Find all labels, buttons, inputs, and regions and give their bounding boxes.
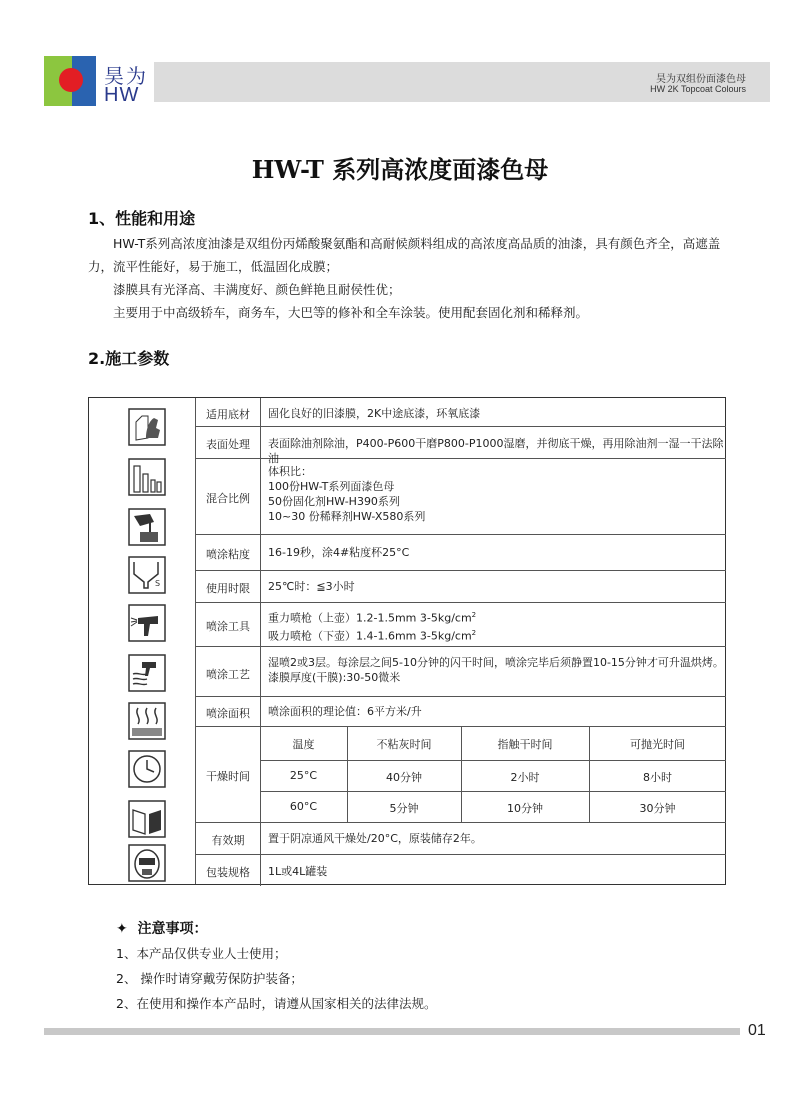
note-item: 1、本产品仅供专业人士使用； [116,946,287,961]
mix-line: 100份HW-T系列面漆色母 [268,480,395,493]
drying-cell: 40分钟 [386,771,422,784]
note-item: 2、在使用和操作本产品时，请遵从国家相关的法律法规。 [116,996,437,1011]
parameters-table [88,397,726,885]
value-substrate: 固化良好的旧漆膜，2K中途底漆，环氧底漆 [268,407,481,420]
footer-bar [44,1028,740,1035]
value-viscosity: 16-19秒，涂4#粘度杯25°C [268,546,410,559]
coverage-icon [128,702,166,740]
mix-line: 体积比： [268,465,312,478]
bullet-icon: ✦ [116,921,128,937]
drying-header: 不粘灰时间 [376,738,432,751]
label-coverage: 喷涂面积 [206,707,250,720]
tools-line: 重力喷枪（上壶）1.2-1.5mm 3-5kg/cm [268,611,472,625]
tools-line: 吸力喷枪（下壶）1.4-1.6mm 3-5kg/cm [268,629,472,643]
process-line: 漆膜厚度(干膜):30-50微米 [268,671,401,684]
drying-header: 温度 [292,738,315,751]
row-divider [196,822,726,823]
notes-heading: 注意事项： [137,921,208,937]
spray-gun-icon [128,604,166,642]
mix-line: 10~30 份稀释剂HW-X580系列 [268,510,426,523]
row-divider [196,646,726,647]
series-title-cn: 昊为双组份面漆色母 [656,74,746,85]
drying-cell: 25°C [289,769,318,782]
logo [44,56,96,106]
drying-header: 指触干时间 [497,738,553,751]
superscript: 2 [471,628,477,637]
brand-name-en: HW [104,84,140,106]
header-bar [154,62,770,102]
section1-body [88,232,738,324]
drying-grid-line [260,791,726,792]
value-coverage: 喷涂面积的理论值：6平方米/升 [268,705,422,718]
drying-cell: 8小时 [643,771,672,784]
row-divider [196,426,726,427]
viscosity-cup-icon [128,556,166,594]
icon-column [89,398,196,884]
row-divider [196,534,726,535]
drying-cell: 10分钟 [507,802,543,815]
label-shelf: 有效期 [211,834,245,847]
label-process: 喷涂工艺 [206,668,250,681]
value-potlife: 25℃时：≦3小时 [268,580,355,593]
label-drying: 干燥时间 [206,770,250,783]
drying-grid-line [260,760,726,761]
value-process [268,655,724,685]
page-number: 01 [748,1022,766,1039]
row-divider [196,602,726,603]
drying-cell: 60°C [289,800,318,813]
pouring-icon [128,508,166,546]
label-substrate: 适用底材 [206,408,250,421]
page-title: HW-T 系列高浓度面漆色母 [251,155,549,184]
row-divider [196,696,726,697]
value-mix [268,464,425,524]
row-divider [196,570,726,571]
label-potlife: 使用时限 [206,582,250,595]
row-divider [196,854,726,855]
book-icon [128,800,166,838]
drying-cell: 2小时 [510,771,540,784]
notes-title [116,918,207,938]
series-title-en: HW 2K Topcoat Colours [650,84,746,94]
drying-header: 可抛光时间 [630,738,685,751]
svg-text:S: S [155,579,161,588]
label-mix: 混合比例 [206,492,250,505]
clock-icon [128,750,166,788]
value-surface: 表面除油剂除油，P400-P600干磨P800-P1000湿磨，并彻底干燥，再用除油剂一湿一干法除油 [268,437,724,465]
paragraph: HW-T系列高浓度油漆是双组份丙烯酸聚氨酯和高耐候颜料组成的高浓度高品质的油漆，具有颜色齐全，高遮盖力，流平性能好，易于施工，低温固化成膜； [88,236,721,274]
section1-title: 1、性能和用途 [88,209,196,228]
label-package: 包装规格 [206,866,250,879]
label-viscosity: 喷涂粘度 [206,548,250,561]
safety-mask-icon [128,844,166,882]
superscript: 2 [471,611,477,619]
section2-title: 2.施工参数 [88,349,170,368]
value-package: 1L或4L罐装 [268,865,328,878]
paragraph: 主要用于中高级轿车，商务车，大巴等的修补和全车涂装。使用配套固化剂和稀释剂。 [113,305,589,320]
drying-cell: 30分钟 [639,802,676,815]
value-shelf: 置于阴凉通风干燥处/20°C，原装储存2年。 [268,832,482,845]
process-line: 湿喷2或3层。每涂层之间5-10分钟的闪干时间，喷涂完毕后须静置10-15分钟才可升温烘烤。 [268,656,724,669]
note-item: 2、 操作时请穿戴劳保防护装备； [116,971,303,986]
hand-wipe-icon [128,408,166,446]
spray-process-icon [128,654,166,692]
brand-name-cn: 昊为 [104,64,148,88]
label-tools: 喷涂工具 [206,620,250,633]
drying-cell: 5分钟 [389,802,419,815]
mix-line: 50份固化剂HW-H390系列 [268,495,400,508]
value-tools [268,608,476,643]
label-surface: 表面处理 [206,438,250,451]
mixing-ratio-icon [128,458,166,496]
paragraph: 漆膜具有光泽高、丰满度好、颜色鲜艳且耐侯性优； [113,282,401,297]
